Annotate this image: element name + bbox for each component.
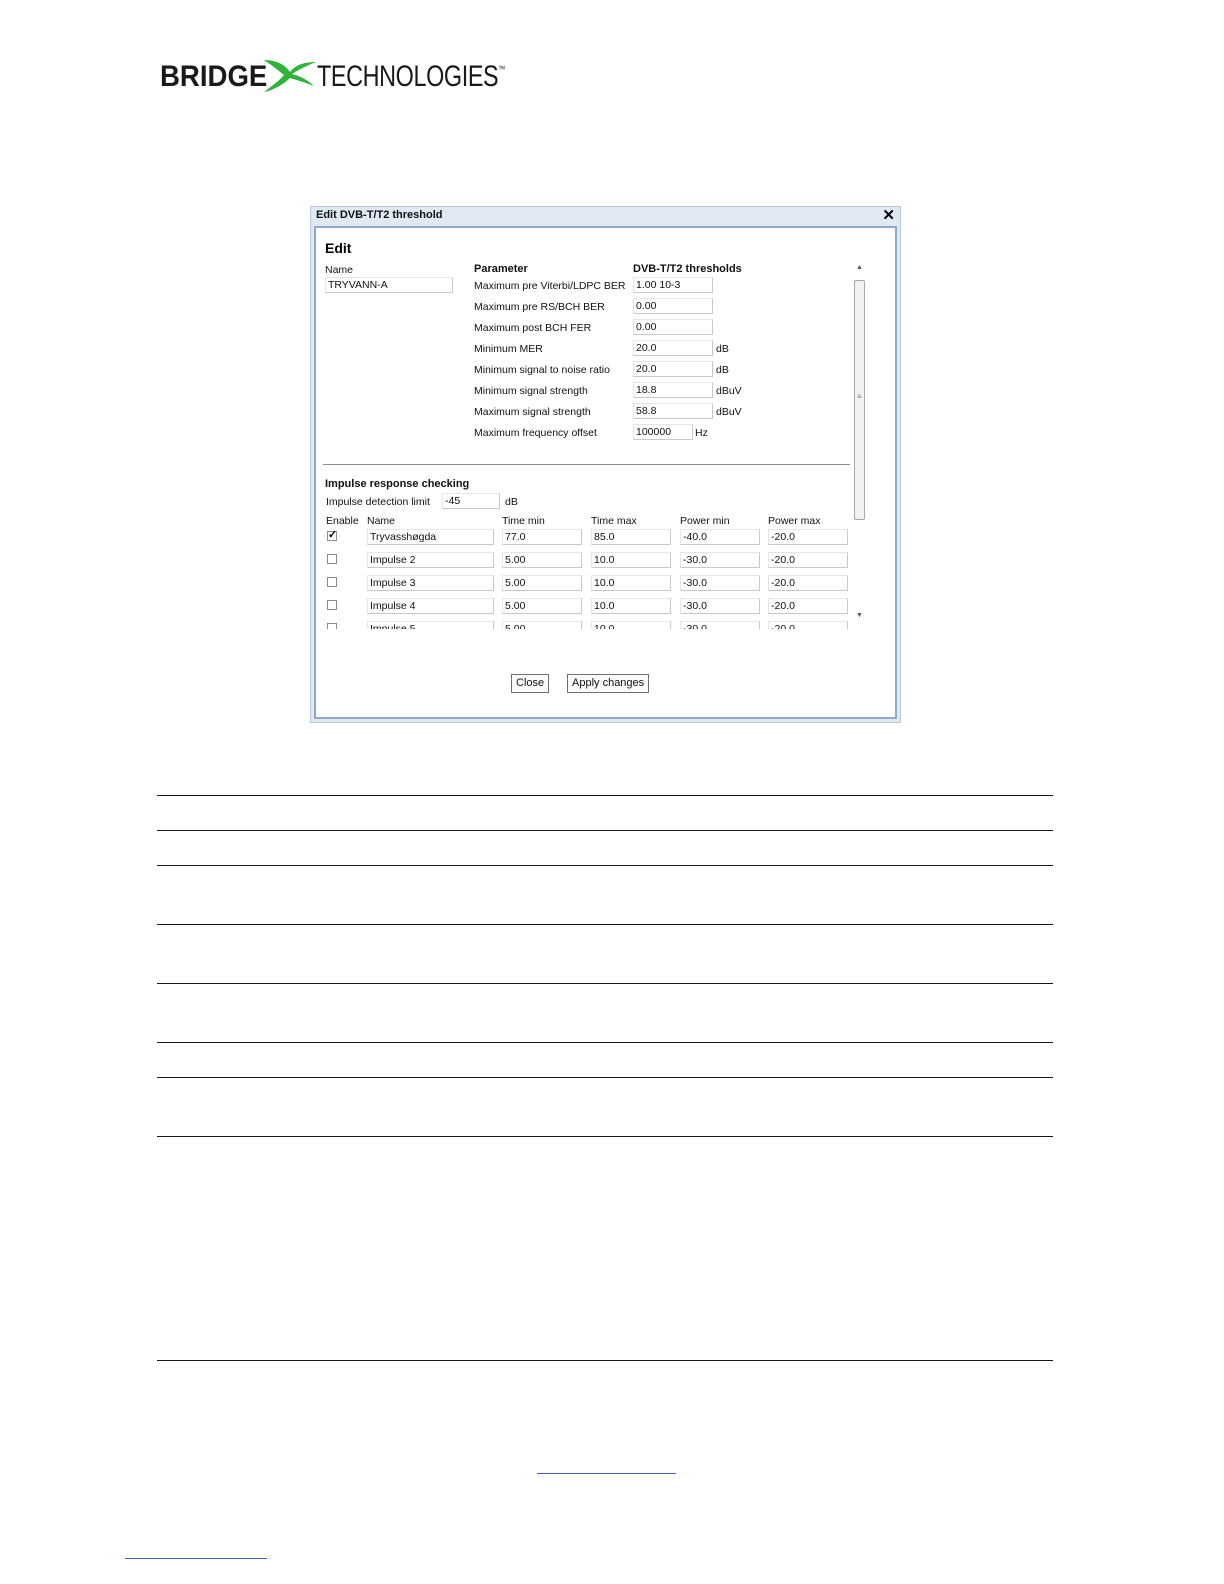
table-rule <box>157 1360 1053 1361</box>
parameter-header: Parameter <box>474 263 528 275</box>
table-rule <box>157 795 1053 796</box>
param-label: Maximum pre RS/BCH BER <box>474 301 605 313</box>
impulse-power-max-input[interactable] <box>768 621 848 629</box>
impulse-power-max-input[interactable] <box>768 529 848 545</box>
impulse-name-input[interactable] <box>367 529 494 545</box>
impulse-time-min-input[interactable] <box>502 621 582 629</box>
close-button[interactable]: Close <box>511 674 549 693</box>
scroll-up-icon[interactable]: ▲ <box>856 264 863 271</box>
section-title: Edit <box>325 240 352 256</box>
col-power-min-header: Power min <box>680 515 730 527</box>
impulse-time-max-input[interactable] <box>591 621 671 629</box>
table-rule <box>157 1042 1053 1043</box>
impulse-time-min-input[interactable] <box>502 575 582 591</box>
param-value-input[interactable] <box>633 319 713 335</box>
clipped-row-area <box>316 617 856 629</box>
vertical-scrollbar[interactable] <box>853 264 867 626</box>
impulse-time-max-input[interactable] <box>591 598 671 614</box>
apply-changes-button[interactable]: Apply changes <box>567 674 649 693</box>
dialog-title: Edit DVB-T/T2 threshold <box>316 209 443 221</box>
impulse-enable-checkbox[interactable] <box>327 531 337 541</box>
scrollbar-thumb[interactable] <box>854 280 865 520</box>
table-rule <box>157 983 1053 984</box>
impulse-limit-unit: dB <box>505 496 518 508</box>
col-time-max-header: Time max <box>591 515 637 527</box>
col-name-header: Name <box>367 515 396 527</box>
impulse-time-min-input[interactable] <box>502 598 582 614</box>
param-value-input[interactable] <box>633 424 693 440</box>
bridge-technologies-logo <box>160 50 505 96</box>
param-label: Minimum signal strength <box>474 385 588 397</box>
param-value-input[interactable] <box>633 382 713 398</box>
param-label: Minimum MER <box>474 343 543 355</box>
impulse-power-max-input[interactable] <box>768 575 848 591</box>
impulse-name-input[interactable] <box>367 621 494 629</box>
param-label: Maximum pre Viterbi/LDPC BER <box>474 280 626 292</box>
impulse-power-max-input[interactable] <box>768 598 848 614</box>
impulse-name-input[interactable] <box>367 598 494 614</box>
col-power-max-header: Power max <box>768 515 821 527</box>
hyperlink-underline[interactable] <box>537 1473 676 1474</box>
logo-word-technologies: TECHNOLOGIES™ <box>317 60 505 93</box>
col-time-min-header: Time min <box>502 515 545 527</box>
impulse-time-max-input[interactable] <box>591 529 671 545</box>
param-unit: dBuV <box>716 406 742 418</box>
param-value-input[interactable] <box>633 340 713 356</box>
section-divider <box>323 464 850 465</box>
param-unit: dBuV <box>716 385 742 397</box>
logo-word-bridge: BRIDGE <box>160 60 268 93</box>
impulse-power-min-input[interactable] <box>680 621 760 629</box>
param-unit: Hz <box>695 427 708 439</box>
table-rule <box>157 865 1053 866</box>
param-value-input[interactable] <box>633 298 713 314</box>
param-value-input[interactable] <box>633 361 713 377</box>
param-label: Maximum post BCH FER <box>474 322 592 334</box>
table-rule <box>157 924 1053 925</box>
impulse-section-title: Impulse response checking <box>325 478 470 490</box>
dialog-body <box>314 226 897 719</box>
impulse-enable-checkbox[interactable] <box>327 623 337 629</box>
impulse-limit-input[interactable] <box>442 493 500 509</box>
impulse-power-min-input[interactable] <box>680 575 760 591</box>
logo-swoosh-icon <box>260 52 320 96</box>
impulse-name-input[interactable] <box>367 552 494 568</box>
impulse-power-min-input[interactable] <box>680 552 760 568</box>
impulse-enable-checkbox[interactable] <box>327 600 337 610</box>
impulse-time-max-input[interactable] <box>591 575 671 591</box>
param-unit: dB <box>716 364 729 376</box>
close-icon[interactable]: ✕ <box>882 207 895 224</box>
param-label: Maximum frequency offset <box>474 427 597 439</box>
impulse-name-input[interactable] <box>367 575 494 591</box>
table-rule <box>157 1136 1053 1137</box>
table-rule <box>157 1077 1053 1078</box>
hyperlink-underline[interactable] <box>125 1558 267 1559</box>
impulse-time-min-input[interactable] <box>502 529 582 545</box>
table-rule <box>157 830 1053 831</box>
impulse-limit-label: Impulse detection limit <box>326 496 430 508</box>
impulse-power-max-input[interactable] <box>768 552 848 568</box>
thresholds-header: DVB-T/T2 thresholds <box>633 263 742 275</box>
scroll-down-icon[interactable]: ▼ <box>856 612 863 619</box>
param-unit: dB <box>716 343 729 355</box>
col-enable-header: Enable <box>326 515 359 527</box>
impulse-enable-checkbox[interactable] <box>327 577 337 587</box>
impulse-power-min-input[interactable] <box>680 598 760 614</box>
impulse-time-min-input[interactable] <box>502 552 582 568</box>
param-label: Maximum signal strength <box>474 406 591 418</box>
edit-threshold-dialog <box>310 206 901 723</box>
param-value-input[interactable] <box>633 403 713 419</box>
name-label: Name <box>325 264 354 276</box>
impulse-enable-checkbox[interactable] <box>327 554 337 564</box>
name-input[interactable] <box>325 277 453 293</box>
impulse-power-min-input[interactable] <box>680 529 760 545</box>
param-label: Minimum signal to noise ratio <box>474 364 610 376</box>
grip-icon: ≡ <box>857 392 862 401</box>
param-value-input[interactable] <box>633 277 713 293</box>
impulse-time-max-input[interactable] <box>591 552 671 568</box>
